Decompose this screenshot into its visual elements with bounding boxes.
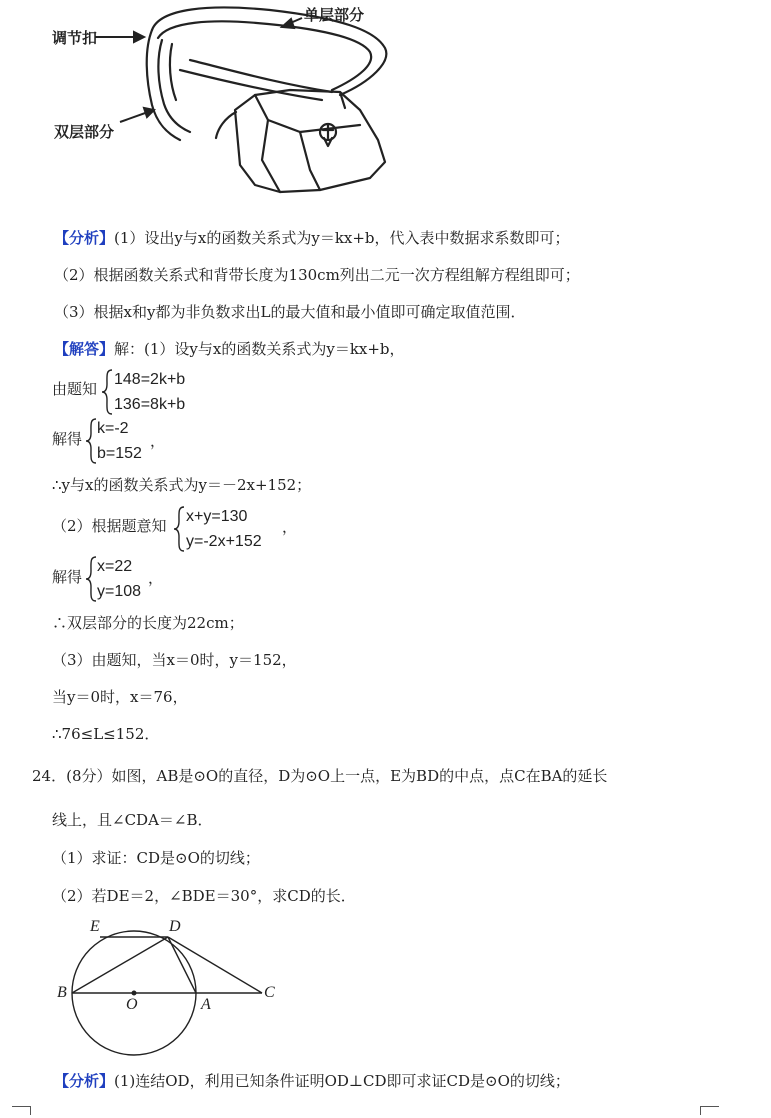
problem24-line2: 线上，且∠CDA＝∠B． <box>52 811 213 829</box>
label-single-layer: 单层部分 <box>304 7 365 24</box>
brace-2 <box>84 417 98 465</box>
analysis-tag: 【分析】 <box>54 229 115 247</box>
conclusion2: ∴双层部分的长度为22cm； <box>52 614 244 632</box>
circle-figure <box>50 915 290 1065</box>
point-e-label: E <box>90 918 100 935</box>
step1-eq2: 136=8k+b <box>114 396 186 413</box>
solution-tag: 【解答】 <box>54 340 115 358</box>
part2-solve-eq2: y=108 <box>97 583 142 600</box>
label-double-layer: 双层部分 <box>54 124 115 141</box>
part2-prefix: （2）根据题意知 <box>52 517 167 535</box>
conclusion1: ∴y与x的函数关系式为y＝－2x+152； <box>52 476 312 494</box>
part3-line3: ∴76≤L≤152． <box>52 725 160 743</box>
problem24-q2: （2）若DE＝2，∠BDE＝30°，求CD的长． <box>52 887 356 905</box>
step2-prefix: 解得 <box>52 430 83 448</box>
solution-intro-text: 解：(1）设y与x的函数关系式为y＝kx+b， <box>114 340 405 358</box>
analysis1-line2: （2）根据函数关系式和背带长度为130cm列出二元一次方程组解方程组即可； <box>54 266 580 284</box>
brace-4 <box>84 555 98 603</box>
analysis2-line <box>54 1070 570 1092</box>
analysis2-text: (1)连结OD，利用已知条件证明OD⊥CD即可求证CD是⊙O的切线； <box>114 1072 570 1090</box>
part2-suffix: ， <box>282 518 298 536</box>
point-a-label: A <box>201 996 211 1013</box>
step2-eq2: b=152 <box>97 445 142 462</box>
part2-eq2: y=-2x+152 <box>186 533 262 550</box>
point-c-label: C <box>264 984 275 1001</box>
step2-eq1: k=-2 <box>97 420 129 437</box>
corner-mark-right <box>700 1106 719 1115</box>
part3-line1: （3）由题知，当x＝0时，y＝152， <box>52 651 297 669</box>
segment-bd <box>72 937 168 993</box>
part3-line2: 当y＝0时，x＝76， <box>52 688 188 706</box>
step1-prefix: 由题知 <box>52 380 98 398</box>
part2-solve-eq1: x=22 <box>97 558 133 575</box>
part2-eq1: x+y=130 <box>186 508 248 525</box>
label-buckle: 调节扣 <box>52 30 98 47</box>
analysis2-tag: 【分析】 <box>54 1072 115 1090</box>
point-d-label: D <box>169 918 181 935</box>
solution-intro <box>54 338 405 360</box>
analysis1-line3: （3）根据x和y都为非负数求出L的最大值和最小值即可确定取值范围． <box>54 303 526 321</box>
brace-1 <box>100 368 114 416</box>
point-b-label: B <box>57 984 67 1001</box>
analysis1-text1: (1）设出y与x的函数关系式为y＝kx+b，代入表中数据求系数即可； <box>114 229 570 247</box>
problem24-q1: （1）求证：CD是⊙O的切线； <box>52 849 260 867</box>
center-point <box>132 991 137 996</box>
analysis1-line1 <box>54 227 570 249</box>
part2-solve-prefix: 解得 <box>52 568 83 586</box>
brace-3 <box>172 505 186 553</box>
step1-eq1: 148=2k+b <box>114 371 186 388</box>
point-o-label: O <box>126 996 138 1013</box>
part2-solve-suffix: ， <box>148 569 164 587</box>
problem24-line1: 24．(8分）如图，AB是⊙O的直径，D为⊙O上一点，E为BD的中点，点C在BA的延长 <box>32 767 608 785</box>
step2-suffix: ， <box>150 432 166 450</box>
corner-mark-left <box>12 1106 31 1115</box>
